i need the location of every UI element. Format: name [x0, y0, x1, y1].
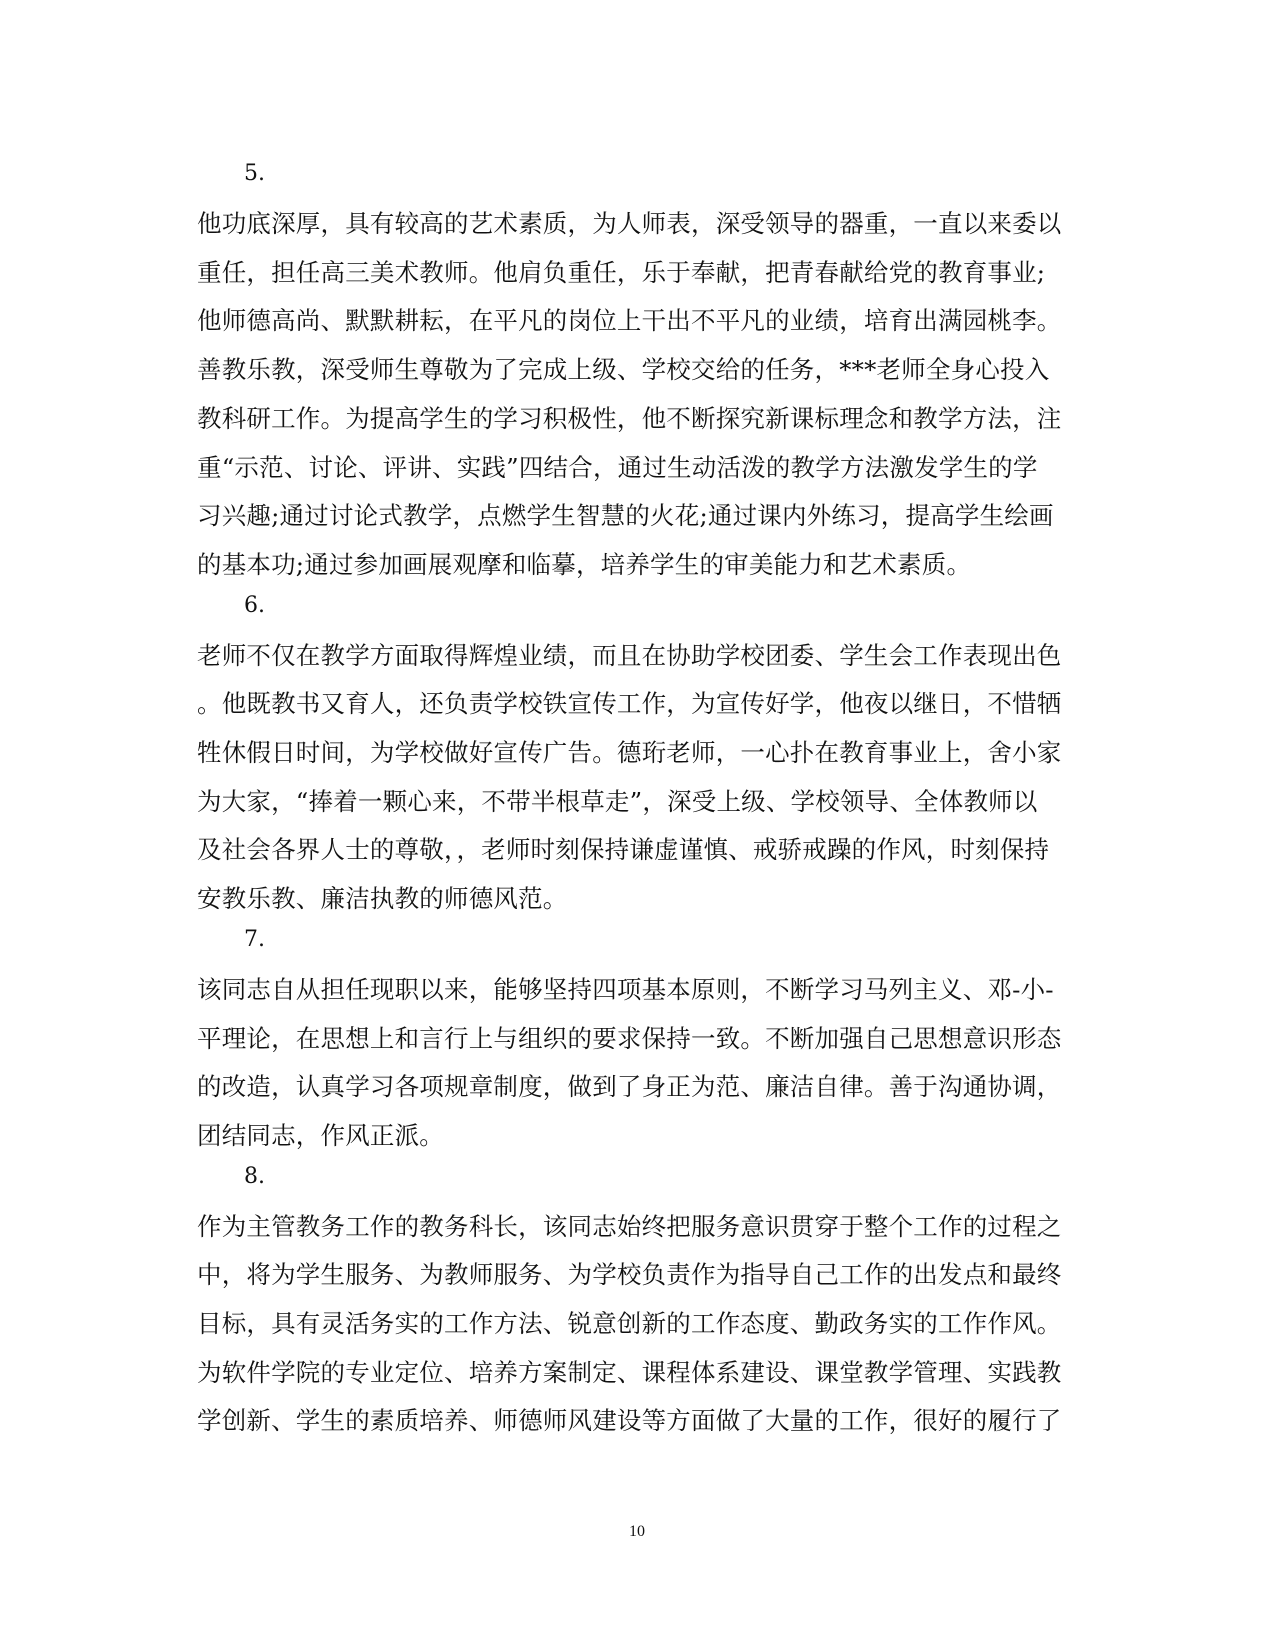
text-line: 为软件学院的专业定位、培养方案制定、课程体系建设、课堂教学管理、实践教	[197, 1357, 1062, 1387]
section-5	[197, 160, 1077, 590]
text-line: 重“示范、讨论、评讲、实践”四结合，通过生动活泼的教学方法激发学生的学	[197, 452, 1038, 482]
section-number: 7.	[244, 926, 265, 952]
text-line: 的基本功;通过参加画展观摩和临摹，培养学生的审美能力和艺术素质。	[197, 549, 972, 579]
document-body	[197, 160, 1077, 1446]
text-line: 教科研工作。为提高学生的学习积极性，他不断探究新课标理念和教学方法，注	[197, 403, 1062, 433]
text-line: 习兴趣;通过讨论式教学，点燃学生智慧的火花;通过课内外练习，提高学生绘画	[197, 501, 1054, 531]
text-line: 为大家，“捧着一颗心来，不带半根草走”，深受上级、学校领导、全体教师以	[197, 786, 1038, 816]
text-line: 老师不仅在教学方面取得辉煌业绩，而且在协助学校团委、学生会工作表现出色	[197, 640, 1062, 670]
section-7	[197, 926, 1077, 1161]
text-line: 及社会各界人士的尊敬，，老师时刻保持谦虚谨慎、戒骄戒躁的作风，时刻保持	[197, 835, 1050, 865]
page-number: 10	[629, 1523, 645, 1540]
section-8	[197, 1163, 1077, 1447]
text-line: 目标，具有灵活务实的工作方法、锐意创新的工作态度、勤政务实的工作作风。	[197, 1309, 1062, 1339]
text-line: 作为主管教务工作的教务科长，该同志始终把服务意识贯穿于整个工作的过程之	[197, 1211, 1062, 1241]
text-line: 平理论，在思想上和言行上与组织的要求保持一致。不断加强自己思想意识形态	[197, 1023, 1062, 1053]
text-line: 学创新、学生的素质培养、师德师风建设等方面做了大量的工作，很好的履行了	[197, 1406, 1062, 1436]
text-line: 重任，担任高三美术教师。他肩负重任，乐于奉献，把青春献给党的教育事业;	[197, 257, 1046, 287]
section-number: 8.	[244, 1163, 265, 1189]
section-number: 6.	[244, 592, 265, 618]
text-line: 安教乐教、廉洁执教的师德风范。	[197, 884, 568, 914]
text-line: 他师德高尚、默默耕耘，在平凡的岗位上干出不平凡的业绩，培育出满园桃李。	[197, 306, 1062, 336]
section-number: 5.	[244, 161, 265, 186]
text-line: 该同志自从担任现职以来，能够坚持四项基本原则，不断学习马列主义、邓-小-	[197, 974, 1054, 1004]
text-line: 中，将为学生服务、为教师服务、为学校负责作为指导自己工作的出发点和最终	[197, 1260, 1062, 1290]
text-line: 善教乐教，深受师生尊敬为了完成上级、学校交给的任务，***老师全身心投入	[197, 355, 1050, 385]
text-line: 的改造，认真学习各项规章制度，做到了身正为范、廉洁自律。善于沟通协调，	[197, 1072, 1062, 1102]
section-6	[197, 592, 1077, 924]
text-line: 牲休假日时间，为学校做好宣传广告。德珩老师，一心扑在教育事业上，舍小家	[197, 738, 1062, 768]
text-line: 。他既教书又育人，还负责学校铁宣传工作，为宣传好学，他夜以继日，不惜牺	[197, 689, 1062, 719]
text-line: 他功底深厚，具有较高的艺术素质，为人师表，深受领导的器重，一直以来委以	[197, 209, 1062, 238]
text-line: 团结同志，作风正派。	[197, 1120, 444, 1150]
